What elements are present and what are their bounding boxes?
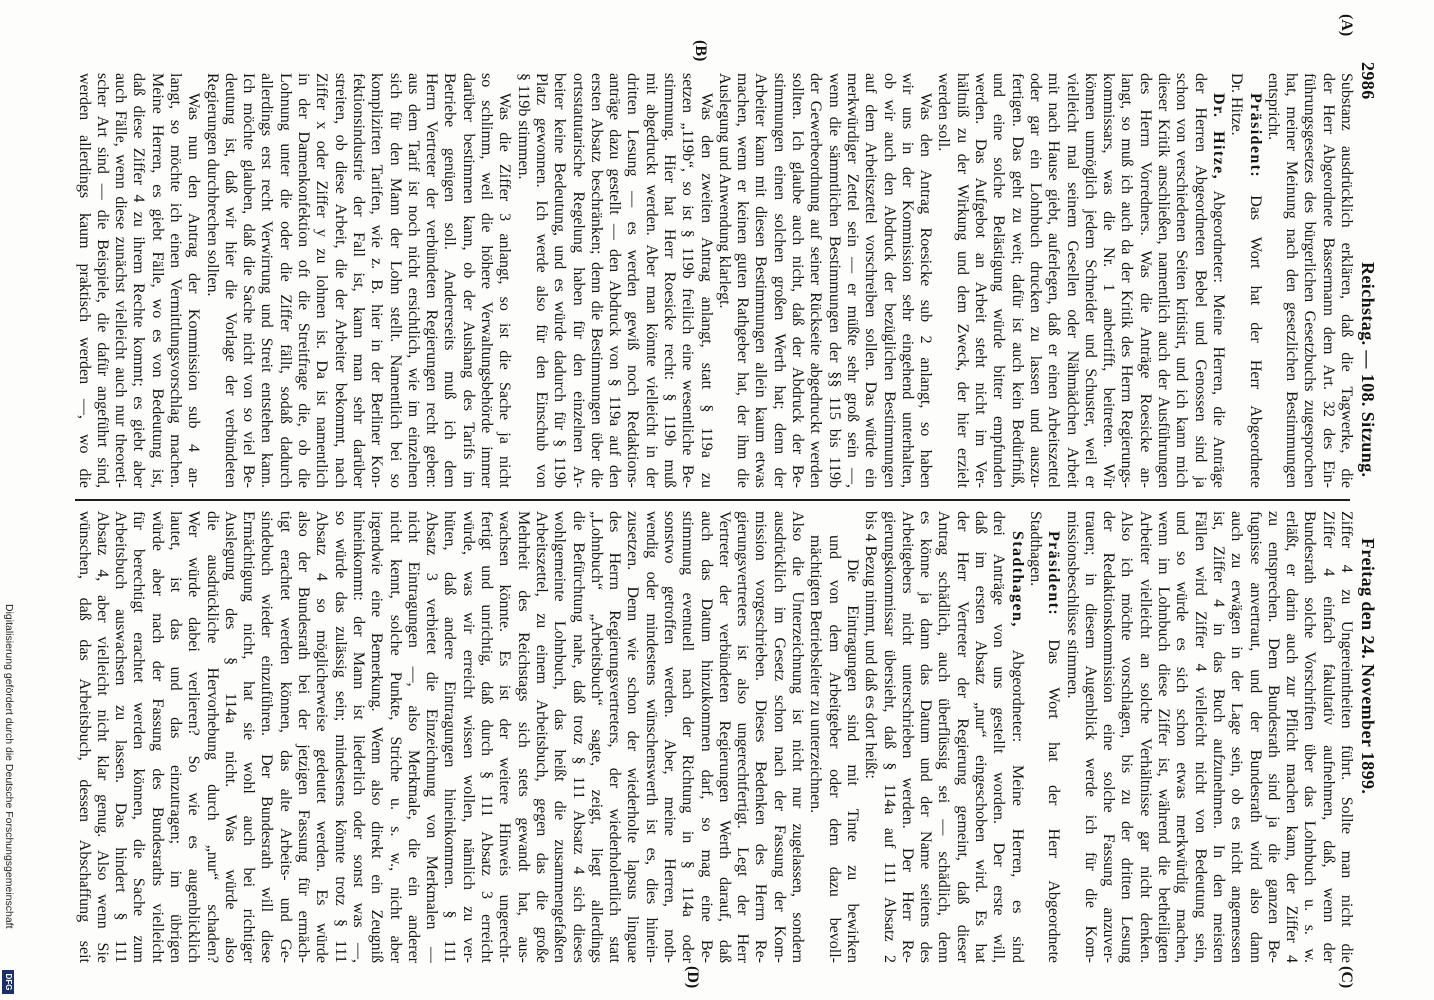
text-line: ausdrücklich im Gesetz schon nach der Fassung der Kom- (770, 511, 788, 963)
text-line: fugnisse anvertraut, und der Bundesrath wird also dann (1246, 511, 1264, 963)
column-divider (75, 499, 1350, 501)
text-line: drei Anträge von uns gestellt worden. Der erste will, (990, 511, 1008, 963)
margin-mark-a: (A) (1338, 14, 1355, 37)
line-text: Das Wort hat der Herr Abgeordnete (1045, 639, 1063, 963)
text-line: dieser Kritik anschließen, namentlich auch der Ausführungen (1155, 73, 1173, 488)
text-line: für berechtigt erachtet werden können, die Sache zum (130, 511, 148, 963)
text-line: Herrn Vertreter der verbündeten Regierungen recht geben: (423, 73, 441, 488)
quote-line: und von dem Arbeitgeber oder dem dazu bevoll- (825, 535, 843, 963)
text-line: Ziffer 4 einfach fakultativ aufnehmen, daß, wenn der (1319, 511, 1337, 963)
text-line: Ermächtigung nicht, hat sie wohl auch bei richtiger (240, 511, 258, 963)
text-line: führungsgesetzes des bürgerlichen Gesetzbuchs zugesprochen (1301, 73, 1319, 488)
text-line: so würde das zulässig sein; mindestens könnte trotz § 111 (331, 511, 349, 963)
text-line: in der Damenkonfektion oft die Streitfrage die, ob die (295, 73, 313, 488)
text-line: wendig oder mindestens wünschenswerth ist es, dies hinein- (642, 511, 660, 963)
text-line: Mehrheit des Reichstags sich stets gewandt hat, aus- (514, 511, 532, 963)
text-line: wir uns in der Kommission sehr eingehend unterhalten, (898, 73, 916, 488)
text-line: ist, Ziffer 4 in das Buch aufzunehmen. In den meisten (1209, 511, 1227, 963)
text-line: mit abgedruckt werden. Aber man könnte vielleicht in der (642, 73, 660, 488)
margin-mark-b: (B) (692, 40, 709, 62)
column-left (74, 73, 1355, 488)
margin-mark-d: (D) (684, 966, 701, 989)
text-line: wachsen könnte. Es ist der weitere Hinweis ungerecht- (496, 511, 514, 963)
text-line: ortsstatutarische Regelung haben für den einzelnen Ar- (569, 73, 587, 488)
text-line: Arbeitgebers nicht unterschrieben werden. Der Herr Re- (898, 511, 916, 963)
text-line: fertigen. Das geht zu weit; dafür ist auch kein Bedürfniß, (1008, 73, 1026, 488)
text-line: Was die Ziffer 3 anlangt, so ist die Sache ja nicht (496, 93, 514, 488)
text-line: sollten. Ich glaube auch nicht, daß der Abdruck der Be- (789, 73, 807, 488)
text-line: mit nach Hause giebt, auferlegen, daß er einen Arbeitszettel (1045, 73, 1063, 488)
text-line (1044, 511, 1062, 963)
text-line: wohlgemeinte Lohnbuch, das heißt die zusammengefaßten (551, 511, 569, 963)
text-line: bis 4 Bezug nimmt, und daß es dort heißt: (862, 511, 880, 779)
text-line: wenn im Lohnbuch diese Ziffer ist, während die betheiligten (1155, 511, 1173, 963)
text-line: würde, was wir erreicht wissen wollen, nämlich zu ver- (459, 511, 477, 963)
text-line: stimmung eventuell nach der Richtung in § 114a oder (679, 511, 697, 963)
text-line: entspricht. (1264, 73, 1282, 141)
text-line: der Herr Abgeordnete Bassermann dem Art. 32 des Ein- (1319, 73, 1337, 488)
margin-mark-c: (C) (1338, 966, 1355, 989)
text-line: mission vorgeschrieben. Dieses Bedenken des Herrn Re- (752, 511, 770, 963)
text-line: aus dem Tarif ist noch nicht ersichtlich, wie im einzelnen (404, 73, 422, 488)
speaker-name: Präsident: (1246, 93, 1264, 179)
text-line: hineinkommt: der Mann ist liederlich oder sonst was —, (349, 511, 367, 963)
text-line: Meine Herren, es giebt Fälle, wo es von Bedeutung ist, (148, 73, 166, 488)
text-line: Also die Unterzeichnung ist nicht nur zugelassen, sondern (789, 511, 807, 963)
page-number: 2986 (1358, 62, 1378, 100)
text-line: auch zu erwägen in der Lage sein, ob es nicht angemessen (1228, 511, 1246, 963)
text-line: schon von verschiedenen Seiten kritisirt, und ich kann mich (1173, 73, 1191, 488)
text-line: stimmung. Hier hat Herr Roesicke recht: § 119b muß (661, 73, 679, 488)
text-line: nicht Eintragungen —, also Merkmale, die ein anderer (404, 511, 422, 963)
text-line: stimmungen einen solchen großen Werth hat; denn der (770, 73, 788, 488)
text-line: des Herrn Regierungsvertreters, der wiederholentlich statt (606, 511, 624, 963)
text-line: es könne ja dann das Datum und der Name seitens des (917, 511, 935, 963)
text-line: zusetzen. Denn wie schon der wiederholte lapsus linguae (624, 511, 642, 963)
text-line: sonstwo getroffen werden. Aber, meine Herren, noth- (661, 511, 679, 963)
text-line: Platz gewonnen. Ich werde also für den Einschub von (532, 73, 550, 488)
text-line: die Befürchtung nahe, daß trotz § 111 Absatz 4 sich dieses (569, 511, 587, 963)
text-line: scher Art sind — die Beispiele, die dafür angeführt sind, (93, 73, 111, 488)
text-line: Wer würde dabei verlieren? So wie es augenblicklich (185, 511, 203, 963)
text-line: zu entsprechen. Dem Bundesrath sind ja die ganzen Be- (1264, 511, 1282, 963)
text-line: beiter keine Bedeutung, und es würde dadurch für § 119b (551, 73, 569, 488)
text-line: hältniß zu der Wirkung und dem Zweck, der hier erzielt (953, 73, 971, 488)
text-line: Auslegung und Anwendung klarlegt. (715, 73, 733, 309)
text-line: des Herrn Vorredners. Was die Anträge Roesicke an- (1136, 73, 1154, 488)
text-line (1245, 73, 1263, 488)
text-line: Bundesrath solche Vorschriften über das Lohnbuch u. s. w. (1301, 511, 1319, 963)
text-line: sindebuch wieder einzuführen. Der Bundesrath will diese (258, 511, 276, 963)
text-line: würde aber nach der Fassung des Bundesraths vielleicht (148, 511, 166, 963)
text-line: streiten, ob diese Arbeit, die der Arbeiter bekommt, nach (331, 73, 349, 488)
text-line: Arbeiter vielleicht an solche Verhältnisse gar nicht denken. (1136, 511, 1154, 963)
text-line: trauen; in diesem Augenblick werde ich für die Kom- (1081, 511, 1099, 963)
text-line: Absatz 4 so möglicherweise gedeutet werden. Es würde (313, 511, 331, 963)
column-right (74, 511, 1355, 963)
text-line: deutung ist, daß wir hier die Vorlage der verbündeten (221, 73, 239, 488)
text-line: Was den Antrag Roesicke sub 2 anlangt, so haben (917, 93, 935, 488)
text-line: Was den zweiten Antrag anlangt, statt § 119a zu (697, 93, 715, 488)
text-line: missionsbeschlüsse stimmen. (1063, 511, 1081, 699)
text-line: Ziffer x oder Ziffer y zu lohnen ist. Da ist namentlich (313, 73, 331, 488)
text-line: erläßt, er darin auch zur Pflicht machen kann, der Ziffer 4 (1283, 511, 1301, 963)
speaker-name: Präsident: (1045, 531, 1063, 617)
text-line: Arbeitsbuch auswachsen zu lassen. Das hindert § 111 (112, 511, 130, 963)
speaker-name: Stadthagen, (1008, 531, 1026, 628)
text-line: tigt erachtet werden können, das alte Arbeits- und Ge- (276, 511, 294, 963)
text-line: Arbeiter kann mit diesen Bestimmungen allein kaum etwas (752, 73, 770, 488)
text-line: der Gewerbeordnung auf seiner Rückseite abgedruckt werden (807, 73, 825, 488)
text-line: allerdings erst recht Verwirrung und Streit entstehen kann. (258, 73, 276, 488)
text-line: Was nun den Antrag der Kommission sub 4 an- (185, 93, 203, 488)
text-line: vielleicht mal seinem Gesellen oder Nähmädchen Arbeit (1063, 73, 1081, 488)
digitization-credit: Digitalisierung gefördert durch die Deutsche Forschungsgemeinschaft (3, 604, 15, 929)
text-line: anträge dazu gestellt — den Abdruck von § 119a auf den (606, 73, 624, 488)
text-line: fektionsindustrie der Fall ist, kann man sehr darüber (349, 73, 367, 488)
text-line: wünschen, daß das Arbeitsbuch, dessen Abschaffung seit (75, 511, 93, 963)
text-line: hüten, daß andere Eintragungen hineinkommen. § 111 (441, 511, 459, 963)
text-line: werden soll. (935, 73, 953, 152)
text-line: der Redaktionskommission eine solche Fassung anzuver- (1100, 511, 1118, 963)
text-line: Vertreter der verbündeten Regierungen Werth darauf, daß (715, 511, 733, 963)
session-date: Freitag den 24. November 1899. (1358, 538, 1378, 795)
text-line: auch das Datum hinzukommen darf, so mag eine Be- (697, 511, 715, 963)
text-line: lautet, ist das und das einzutragen; im übrigen (167, 511, 184, 963)
text-line: langt, so möchte ich einen Vermittlungsvorschlag machen. (167, 73, 184, 488)
text-line: irgendwie eine Bemerkung. Wenn also direkt ein Zeugniß (368, 511, 386, 963)
text-line: darüber bestimmen kann, ob der Aushang des Tarifs im (459, 73, 477, 488)
text-line: und eine solche Belästigung würde bitter empfunden (990, 73, 1008, 488)
dfg-logo: DFG (2, 970, 14, 994)
text-line: Lohnung unter die oder die Ziffer fällt, sodaß dadurch (276, 73, 294, 488)
text-line: komplizirten Tarifen, wie z. B. hier in der Berliner Kon- (368, 73, 386, 488)
text-line: Absatz 3 verbietet die Einzeichnung von Merkmalen — (423, 511, 441, 963)
text-line: gierungskommissar übersieht, daß § 114a auf 111 Absatz 2 (880, 511, 898, 963)
text-line: werden allerdings kaum praktisch werden —, wo die (75, 73, 93, 488)
text-line: Substanz ausdrücklich erklären, daß die Tagwerke, die (1338, 73, 1355, 488)
speaker-name: Dr. Hitze, (1209, 93, 1227, 181)
quote-line: mächtigten Betriebsleiter zu unterzeichnen. (807, 535, 825, 814)
line-text: Abgeordneter: Meine Herren, die Anträge (1209, 190, 1227, 488)
text-line: langt, so muß ich auch da der Kritik des Herrn Regierungs- (1118, 73, 1136, 488)
text-line: und so würde es sich schon etwas merkwürdig machen, (1173, 511, 1191, 963)
text-line: fertigt und unrichtig, daß durch § 111 Absatz 3 erreicht (478, 511, 496, 963)
text-line (1007, 511, 1025, 963)
text-line: kommissars, was die Nr. 1 anbetrifft, beitreten. Wir (1100, 73, 1118, 488)
text-line: wenn die sämmtlichen Bestimmungen der §§ 115 bis 119b (825, 73, 843, 488)
text-line: hat, meiner Meinung nach den gesetzlichen Bestimmungen (1283, 73, 1301, 488)
text-line: Stadthagen. (1026, 511, 1044, 587)
text-line: § 119b stimmen. (514, 73, 532, 180)
text-line: Also ich möchte vorschlagen, bis zu der dritten Lesung (1118, 511, 1136, 963)
text-line: Dr. Hitze. (1228, 73, 1246, 136)
text-line: so schlimm, weil die höhere Verwaltungsbehörde immer (478, 73, 496, 488)
text-line: Ich möchte glauben, daß die Sache nicht von so viel Be- (240, 73, 258, 488)
text-line: Antrag schädlich, auch überflüssig sei — schädlich, denn (935, 511, 953, 963)
text-line: daß im ersten Absatz „nur“ eingeschoben wird. Es hat (972, 511, 990, 963)
text-line: also der Bundesrath bei der jetzigen Fassung für ermäch- (295, 511, 313, 963)
text-line: können unmöglich jedem Schneider und Schuster, weil er (1081, 73, 1099, 488)
text-line: merkwürdiger Zettel sein — er müßte sehr groß sein —, (843, 73, 861, 488)
session-title: Reichstag. — 108. Sitzung. (1358, 262, 1378, 478)
text-line: der Herr Vertreter der Regierung gemeint, daß dieser (953, 511, 971, 963)
text-line (1209, 73, 1227, 488)
text-line: Absatz 4, aber vielleicht nicht klar genug. Also wenn Sie (93, 511, 111, 963)
text-line: auf dem Arbeitszettel vorschreiben sollen. Das würde ein (862, 73, 880, 488)
text-line: daß diese Ziffer 4 zu ihrem Rechte kommt; es giebt aber (130, 73, 148, 488)
text-line: Ziffer 4 zu Ungereimtheiten führt. Sollte man nicht die (1338, 511, 1355, 963)
text-line: ob wir auch den Abdruck der bezüglichen Bestimmungen (880, 73, 898, 488)
text-line: oder gar ein Lohnbuch drucken zu lassen und auszu- (1026, 73, 1044, 488)
text-line: Arbeitszettel, zu einem Arbeitsbuch, gegen das die große (532, 511, 550, 963)
text-line: Auslegung des § 114a nicht. Was würde also (221, 511, 239, 963)
text-line: der Herren Abgeordneten Bebel und Genossen sind ja (1191, 73, 1209, 488)
text-line: Regierungen durchbrechen sollten. (203, 73, 221, 297)
text-line: ersten Absatz beschränken; denn die Bestimmungen über die (587, 73, 605, 488)
line-text: Das Wort hat der Herr Abgeordnete (1246, 195, 1264, 488)
text-line: Betriebe genügen soll. Andererseits muß ich dem (441, 73, 459, 488)
text-line: machen, wenn er keinen guten Rathgeber hat, der ihm die (734, 73, 752, 488)
line-text: Abgeordneter: Meine Herren, es sind (1008, 649, 1026, 963)
text-line: auch Fälle, wenn diese zunächst vielleicht auch nur theoreti- (112, 73, 130, 488)
text-line: die ausdrückliche Hervorhebung durch „nur“ schaden? (203, 511, 221, 963)
text-line: „Lohnbuch“ „Arbeitsbuch“ sagte, zeigt, liegt allerdings (587, 511, 605, 963)
text-line: gierungsvertreters ist also ungerechtfertigt. Legt der Herr (734, 511, 752, 963)
quote-line: Die Eintragungen sind mit Tinte zu bewirken (843, 559, 861, 963)
text-line: nicht kennt, solche Punkte, Striche u. s. w., nicht aber (386, 511, 404, 963)
text-line: Fällen wird Ziffer 4 vielleicht nicht von Bedeutung sein, (1191, 511, 1209, 963)
text-line: werden. Das Aufgebot an Arbeit steht nicht im Ver- (972, 73, 990, 488)
text-line: dritten Lesung — es werden gewiß noch Redaktions- (624, 73, 642, 488)
text-line: setzen „119b“, so ist § 119b freilich eine wesentliche Be- (679, 73, 697, 488)
text-line: sich für den Mann der Lohn stellt. Namentlich bei so (386, 73, 404, 488)
